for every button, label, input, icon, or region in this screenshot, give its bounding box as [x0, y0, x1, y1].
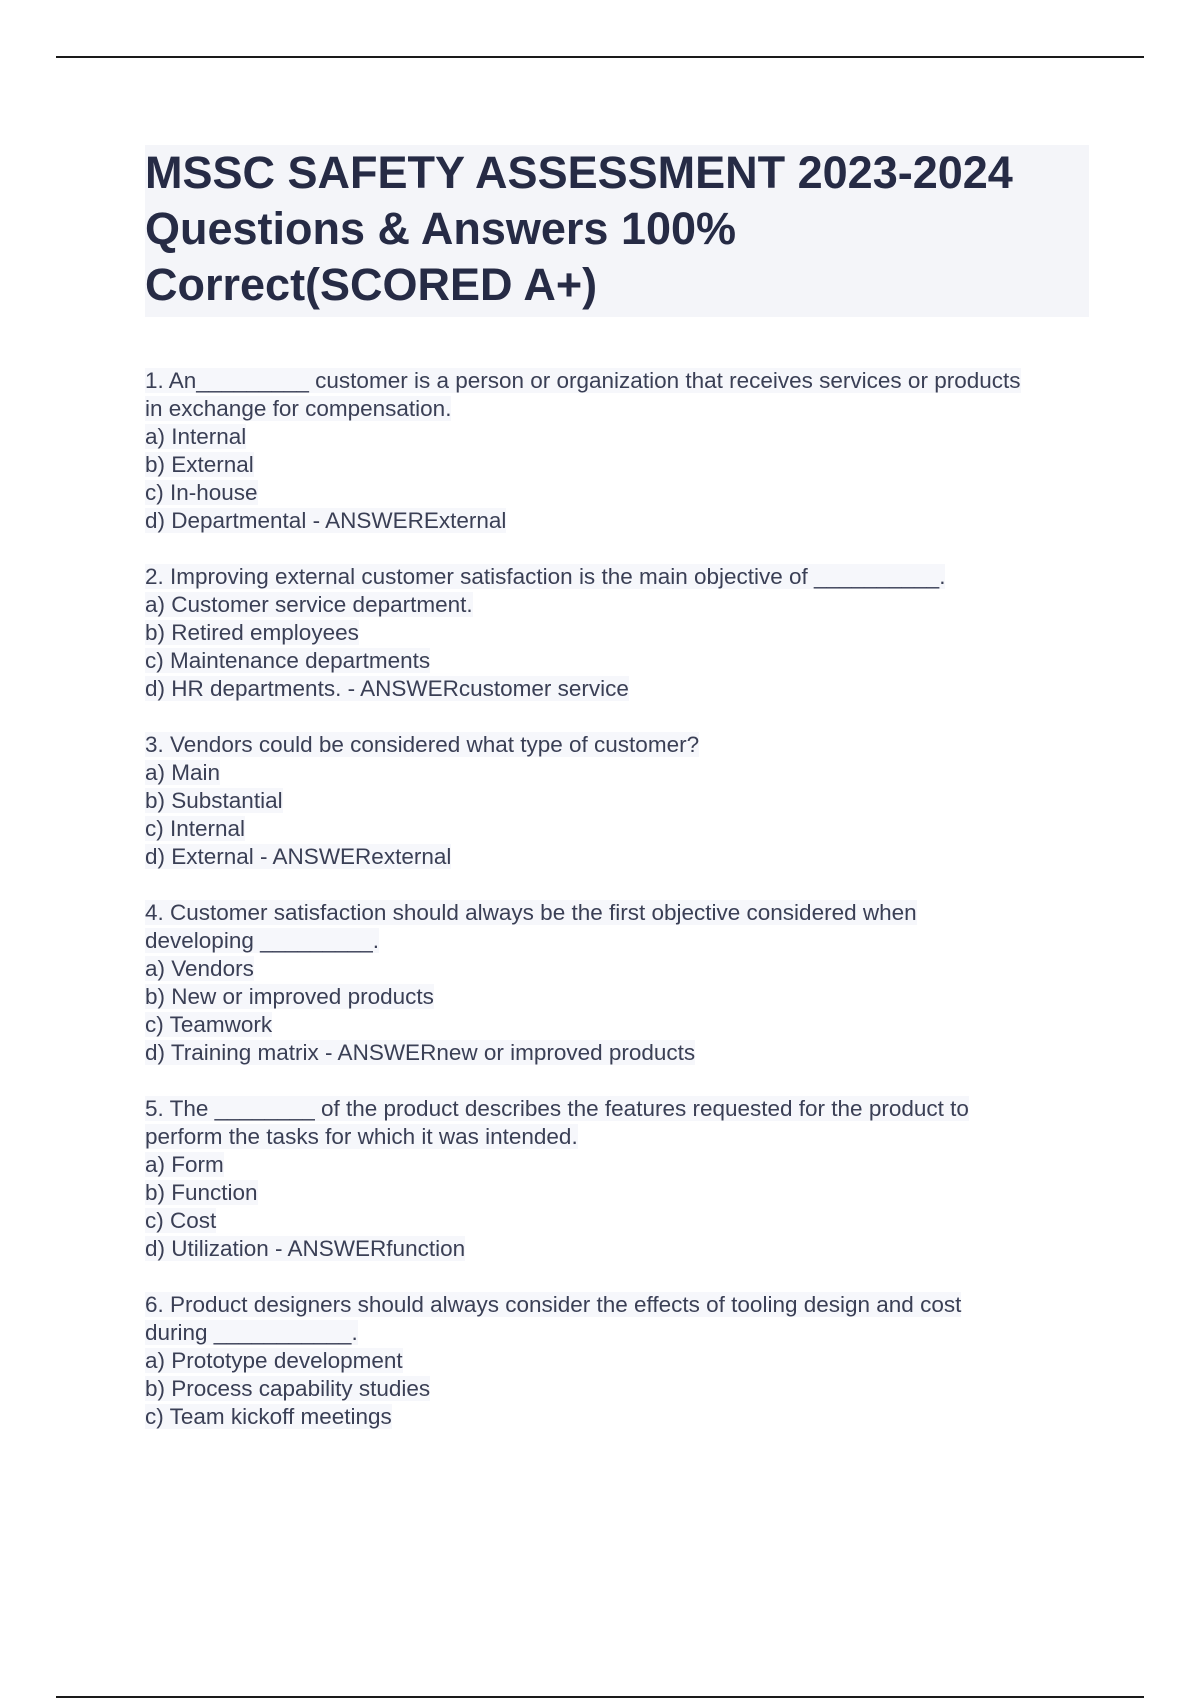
answer-option: a) Prototype development: [145, 1348, 403, 1373]
title-line-1: MSSC SAFETY ASSESSMENT 2023-2024: [145, 147, 1013, 198]
question-stem: 5. The ________ of the product describes the features requested for the product to: [145, 1096, 969, 1121]
bottom-divider: [56, 1696, 1144, 1698]
question-4: [145, 899, 1105, 1067]
question-2: [145, 563, 1105, 703]
question-list: [145, 367, 1105, 1459]
answer-option: d) External - ANSWERexternal: [145, 844, 452, 869]
answer-option: a) Vendors: [145, 956, 254, 981]
question-stem: perform the tasks for which it was intended.: [145, 1124, 578, 1149]
answer-option: c) Cost: [145, 1208, 217, 1233]
answer-option: c) Maintenance departments: [145, 648, 431, 673]
title-line-2: Questions & Answers 100%: [145, 203, 737, 254]
answer-option: c) Internal: [145, 816, 246, 841]
answer-option: d) Utilization - ANSWERfunction: [145, 1236, 466, 1261]
top-divider: [56, 56, 1144, 58]
answer-option: b) Retired employees: [145, 620, 359, 645]
question-stem: in exchange for compensation.: [145, 396, 452, 421]
question-stem: 1. An_________ customer is a person or organization that receives services or products: [145, 368, 1021, 393]
question-stem: 6. Product designers should always consider the effects of tooling design and cost: [145, 1292, 962, 1317]
question-6: [145, 1291, 1105, 1431]
answer-option: b) New or improved products: [145, 984, 434, 1009]
question-stem: 3. Vendors could be considered what type of customer?: [145, 732, 700, 757]
question-stem: during ___________.: [145, 1320, 358, 1345]
answer-option: d) Departmental - ANSWERExternal: [145, 508, 507, 533]
answer-option: c) Teamwork: [145, 1012, 273, 1037]
question-1: [145, 367, 1105, 535]
document-title: [145, 145, 1089, 317]
answer-option: a) Form: [145, 1152, 224, 1177]
question-5: [145, 1095, 1105, 1263]
answer-option: d) Training matrix - ANSWERnew or improved products: [145, 1040, 696, 1065]
answer-option: c) In-house: [145, 480, 258, 505]
answer-option: a) Internal: [145, 424, 247, 449]
answer-option: b) Function: [145, 1180, 258, 1205]
answer-option: a) Customer service department.: [145, 592, 473, 617]
question-stem: 2. Improving external customer satisfaction is the main objective of __________.: [145, 564, 946, 589]
answer-option: b) Process capability studies: [145, 1376, 431, 1401]
question-stem: developing _________.: [145, 928, 379, 953]
answer-option: c) Team kickoff meetings: [145, 1404, 392, 1429]
title-line-3: Correct(SCORED A+): [145, 259, 598, 310]
answer-option: b) Substantial: [145, 788, 283, 813]
question-stem: 4. Customer satisfaction should always be the first objective considered when: [145, 900, 917, 925]
question-3: [145, 731, 1105, 871]
answer-option: d) HR departments. - ANSWERcustomer service: [145, 676, 629, 701]
answer-option: b) External: [145, 452, 254, 477]
answer-option: a) Main: [145, 760, 221, 785]
